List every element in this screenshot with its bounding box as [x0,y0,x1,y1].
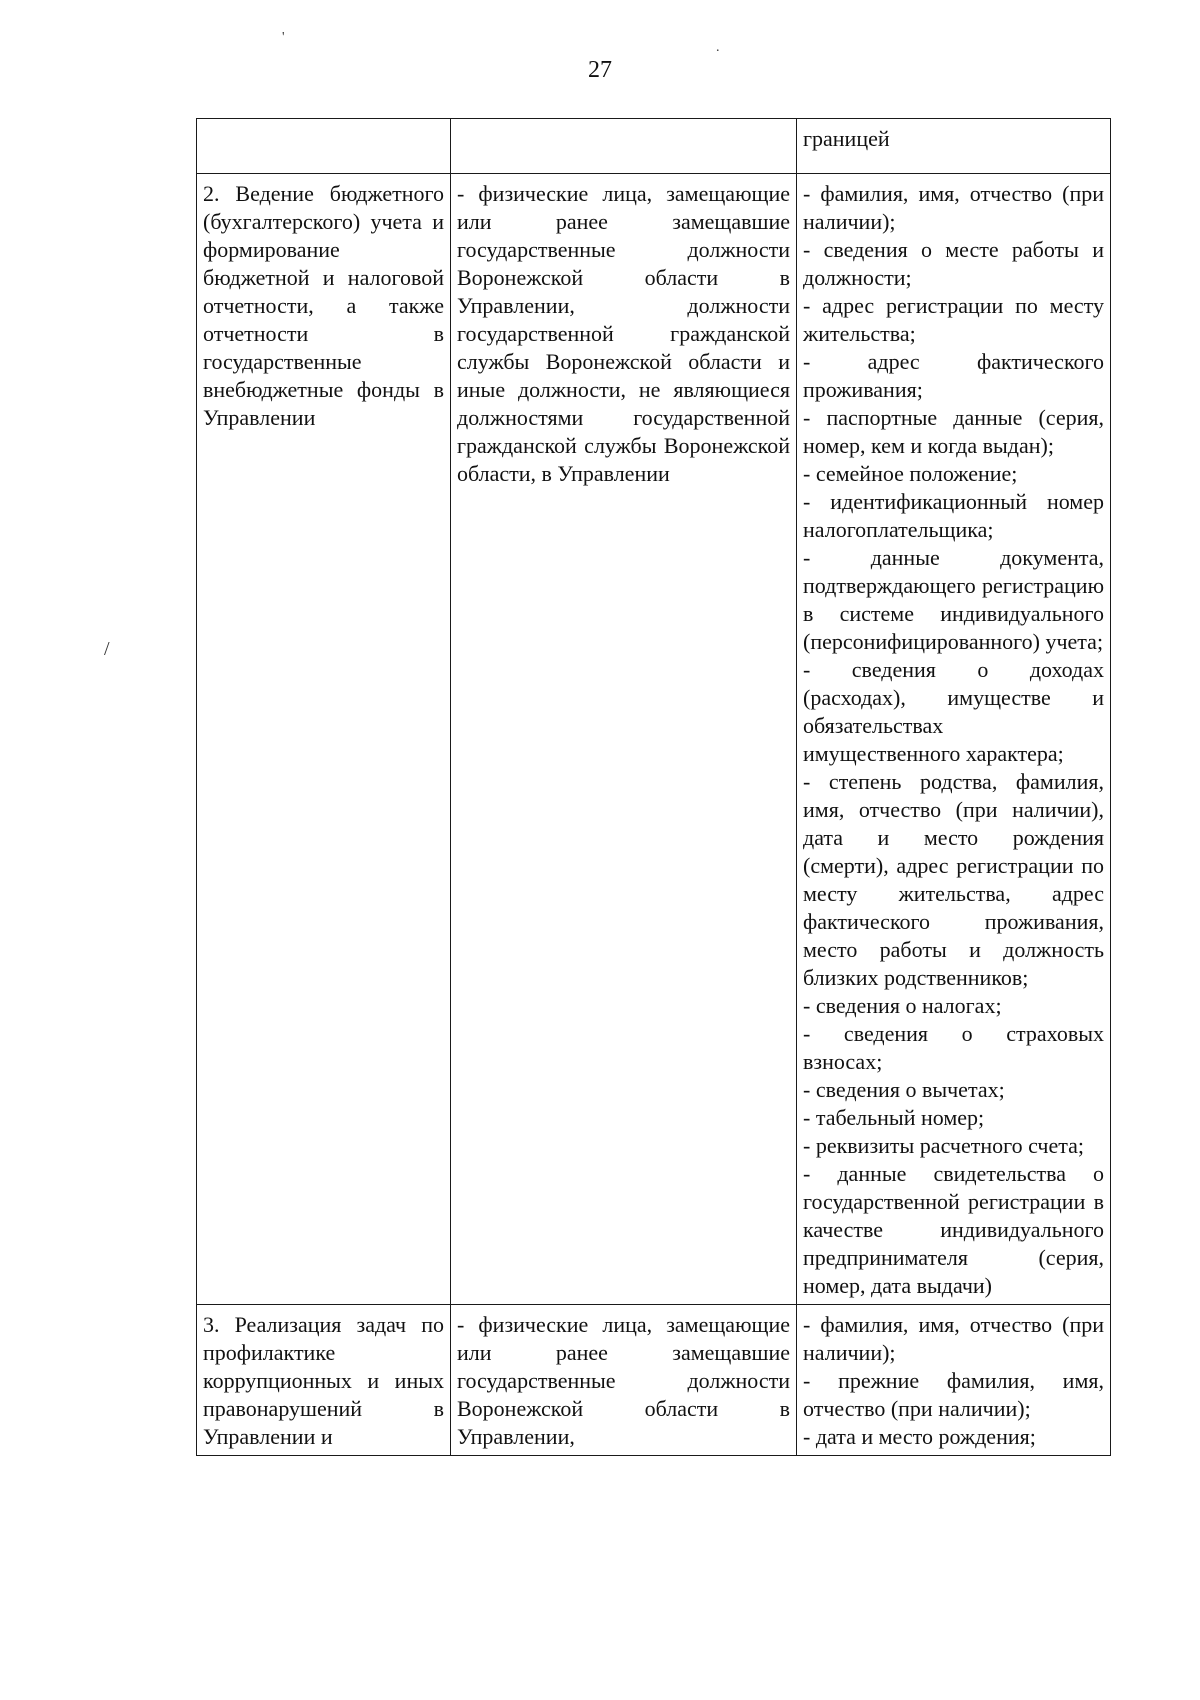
list-item: - данные документа, подтверждающего регистрацию в системе индивидуального (персонифицированного) учета; [803,545,1104,654]
scan-speck: / [104,638,110,660]
list-item: - идентификационный номер налогоплательщика; [803,489,1104,542]
list-item: - сведения о страховых взносах; [803,1021,1104,1074]
table-cell-data-categories [797,174,1111,1305]
list-item: - паспортные данные (серия, номер, кем и когда выдан); [803,405,1104,458]
list-item: - сведения о доходах (расходах), имуществе и обязательствах имущественного характера; [803,657,1104,766]
scan-speck: . [716,40,720,55]
table-row [197,174,1111,1305]
list-item: - сведения о вычетах; [803,1077,1005,1102]
list-item: - данные свидетельства о государственной регистрации в качестве индивидуального предпринимателя (серия, номер, дата выдачи) [803,1161,1104,1298]
scan-speck: ' [282,30,285,45]
table-cell-subjects: - физические лица, замещающие или ранее замещавшие государственные должности Воронежской области в Управлении, [451,1305,797,1456]
table-cell-data-categories [797,1305,1111,1456]
list-item: - семейное положение; [803,461,1018,486]
list-item: - табельный номер; [803,1105,985,1130]
table-row [197,1305,1111,1456]
table-cell-purpose: 3. Реализация задач по профилактике коррупционных и иных правонарушений в Управлении и [197,1305,451,1456]
list-item: - адрес регистрации по месту жительства; [803,293,1104,346]
table-row [197,119,1111,174]
list-item: - сведения о налогах; [803,993,1002,1018]
list-item: - фамилия, имя, отчество (при наличии); [803,1312,1104,1365]
personal-data-table [196,118,1111,1456]
list-item: - фамилия, имя, отчество (при наличии); [803,181,1104,234]
page-number: 27 [588,57,612,83]
table-cell-purpose: 2. Ведение бюджетного (бухгалтерского) учета и формирование бюджетной и налоговой отчетности, а также отчетности в государственные внебюджетные фонды в Управлении [197,174,451,1305]
table-cell-subjects [451,119,797,174]
list-item: - реквизиты расчетного счета; [803,1133,1084,1158]
table-cell-data-categories: границей [797,119,1111,174]
table-cell-subjects: - физические лица, замещающие или ранее замещавшие государственные должности Воронежской области в Управлении, должности государственной гражданской службы Воронежской области и иные должности, не являющиеся должностями государственной гражданской службы Воронежской области, в Управлении [451,174,797,1305]
list-item: - дата и место рождения; [803,1424,1036,1449]
list-item: - прежние фамилия, имя, отчество (при наличии); [803,1368,1104,1421]
list-item: - степень родства, фамилия, имя, отчество (при наличии), дата и место рождения (смерти), адрес регистрации по месту жительства, адрес фактического проживания, место работы и должность близких родственников; [803,769,1104,990]
list-item: - сведения о месте работы и должности; [803,237,1104,290]
list-item: - адрес фактического проживания; [803,349,1104,402]
table-cell-purpose [197,119,451,174]
